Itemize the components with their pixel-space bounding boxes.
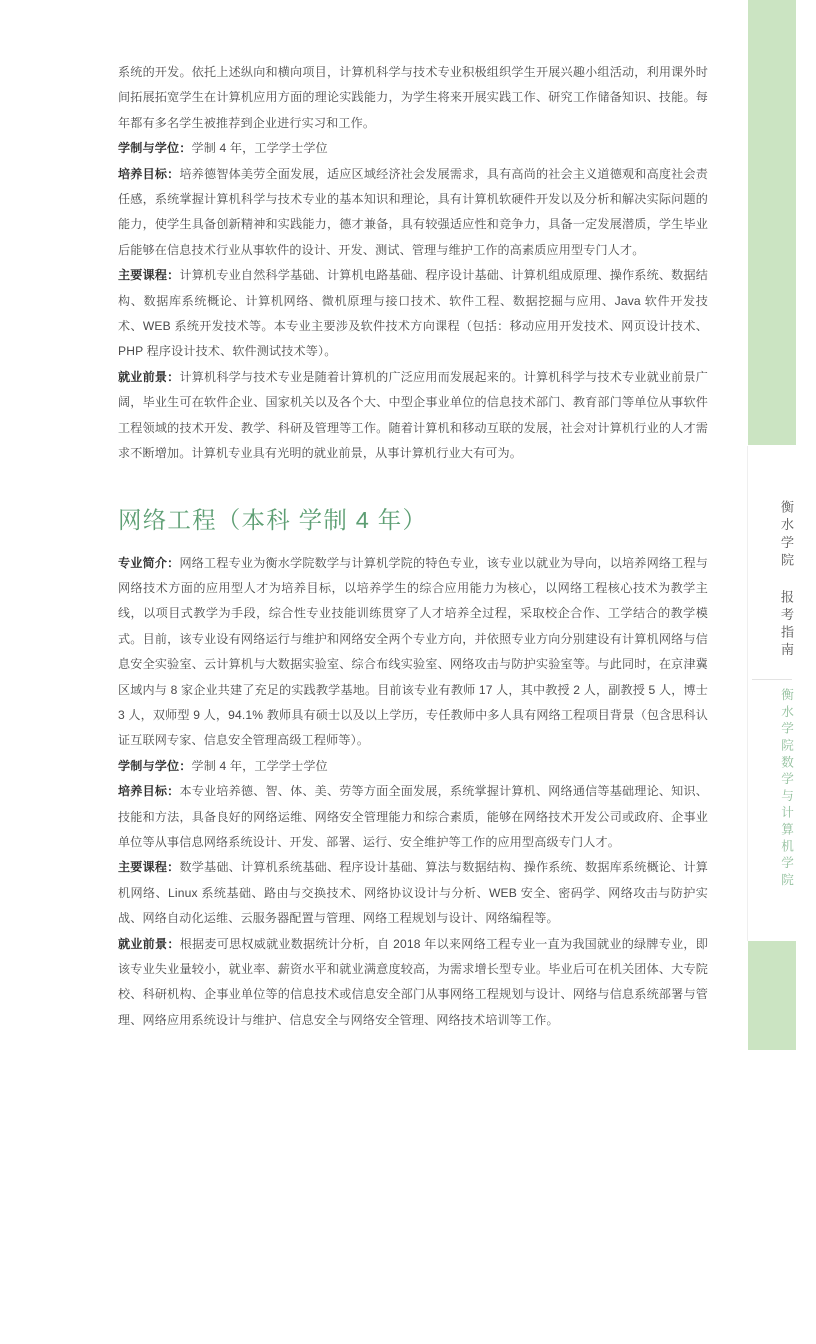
paragraph-text: 计算机科学与技术专业是随着计算机的广泛应用而发展起来的。计算机科学与技术专业就业前景广阔，毕业生可在软件企业、国家机关以及各个大、中型企事业单位的信息技术部门、教育部门等单位从事软件工程领域的技术开发、教学、科研及管理等工作。随着计算机和移动互联的发展，社会对计算机行业的人才需求不断增加。计算机专业具有光明的就业前景，从事计算机行业大有可为。 (118, 369, 708, 461)
paragraph-text: 根据麦可思权威就业数据统计分析，自 2018 年以来网络工程专业一直为我国就业的绿牌专业，即该专业失业量较小，就业率、薪资水平和就业满意度较高，为需求增长型专业。毕业后可在机关团体、大专院校、科研机构、企事业单位等的信息技术或信息安全部门从事网络工程规划与设计、网络与信息系统部署与管理、网络应用系统设计与维护、信息安全与网络安全管理、网络技术培训等工作。 (118, 936, 708, 1027)
paragraph-training-objective (118, 779, 708, 855)
sidebar (748, 0, 796, 1050)
paragraph-lead: 主要课程： (118, 860, 180, 875)
paragraph-text: 培养德智体美劳全面发展，适应区域经济社会发展需求，具有高尚的社会主义道德观和高度社会责任感，系统掌握计算机科学与技术专业的基本知识和理论，具有计算机软硬件开发以及分析和解决实际问题的能力，使学生具备创新精神和实践能力，德才兼备，具有较强适应性和竞争力，具备一定发展潜质，学生毕业后能够在信息技术行业从事软件的设计、开发、测试、管理与维护工作的高素质应用型专门人才。 (118, 166, 708, 257)
paragraph-projects (118, 60, 708, 136)
sidebar-running-head-primary: 衡水学院 报考指南 (779, 500, 794, 661)
paragraph-major-introduction (118, 551, 708, 754)
paragraph-lead: 培养目标： (118, 166, 180, 181)
paragraph-lead: 专业简介： (118, 555, 180, 570)
page-title: 网络工程（本科 学制 4 年） (118, 506, 428, 533)
sidebar-band-bottom (748, 941, 796, 1050)
paragraph-lead: 学制与学位： (118, 758, 192, 773)
sidebar-running-head-secondary: 衡水学院数学与计算机学院 (779, 688, 793, 890)
main-content-column (118, 60, 708, 1033)
sidebar-band-top (748, 0, 796, 445)
paragraph-employment-prospects (118, 365, 708, 467)
paragraph-lead: 主要课程： (118, 268, 180, 283)
paragraph-lead: 培养目标： (118, 784, 180, 799)
paragraph-text: 学制 4 年，工学学士学位 (191, 141, 328, 156)
paragraph-main-courses (118, 855, 708, 931)
paragraph-main-courses (118, 263, 708, 365)
paragraph-text: 学制 4 年，工学学士学位 (191, 758, 328, 773)
paragraph-lead: 学制与学位： (118, 141, 192, 156)
paragraph-degree (118, 754, 708, 779)
paragraph-text: 网络工程专业为衡水学院数学与计算机学院的特色专业，该专业以就业为导向，以培养网络工程与网络技术方面的应用型人才为培养目标，以培养学生的综合应用能力为核心，以网络工程核心技术为教学主线，以项目式教学为手段，综合性专业技能训练贯穿了人才培养全过程，采取校企合作、工学结合的教学模式。目前，该专业设有网络运行与维护和网络安全两个专业方向，并依照专业方向分别建设有计算机网络与信息安全实验室、云计算机与大数据实验室、综合布线实验室、网络攻击与防护实验室等。与此同时，在京津冀区域内与 8 家企业共建了充足的实践教学基地。目前该专业有教师 17 人，其中教授 2 人，副教授 5 人，博士 3 人，双师型 9 人，94.1% 教师具有硕士以及以上学历，专任教师中多人具有网络工程项目背景（包含思科认证互联网专家、信息安全管理高级工程师等）。 (118, 555, 708, 748)
sidebar-divider (752, 679, 792, 680)
paragraph-text: 本专业培养德、智、体、美、劳等方面全面发展，系统掌握计算机、网络通信等基础理论、知识、技能和方法，具备良好的网络运维、网络安全管理能力和综合素质，能够在网络技术开发公司或政府、企事业单位等从事信息网络系统设计、开发、部署、运行、安全维护等工作的应用型高级专门人才。 (118, 784, 708, 849)
paragraph-degree (118, 136, 708, 161)
paragraph-lead: 就业前景： (118, 936, 180, 951)
paragraph-text: 系统的开发。依托上述纵向和横向项目，计算机科学与技术专业积极组织学生开展兴趣小组活动，利用课外时间拓展拓宽学生在计算机应用方面的理论实践能力，为学生将来开展实践工作、研究工作储备知识、技能。每年都有多名学生被推荐到企业进行实习和工作。 (118, 65, 708, 130)
heading-spacer (118, 537, 708, 551)
paragraph-text: 数学基础、计算机系统基础、程序设计基础、算法与数据结构、操作系统、数据库系统概论、计算机网络、Linux 系统基础、路由与交换技术、网络协议设计与分析、WEB 安全、密码学、网络攻击与防护实战、网络自动化运维、云服务器配置与管理、网络工程规划与设计、网络编程等。 (118, 860, 708, 926)
paragraph-employment-prospects (118, 932, 708, 1034)
paragraph-text: 计算机专业自然科学基础、计算机电路基础、程序设计基础、计算机组成原理、操作系统、数据结构、数据库系统概论、计算机网络、微机原理与接口技术、软件工程、数据挖掘与应用、Java 软件开发技术、WEB 系统开发技术等。本专业主要涉及软件技术方向课程（包括：移动应用开发技术、网页设计技术、PHP 程序设计技术、软件测试技术等）。 (118, 268, 708, 359)
paragraph-lead: 就业前景： (118, 369, 180, 384)
paragraph-training-objective (118, 162, 708, 264)
section-spacer (118, 467, 708, 503)
